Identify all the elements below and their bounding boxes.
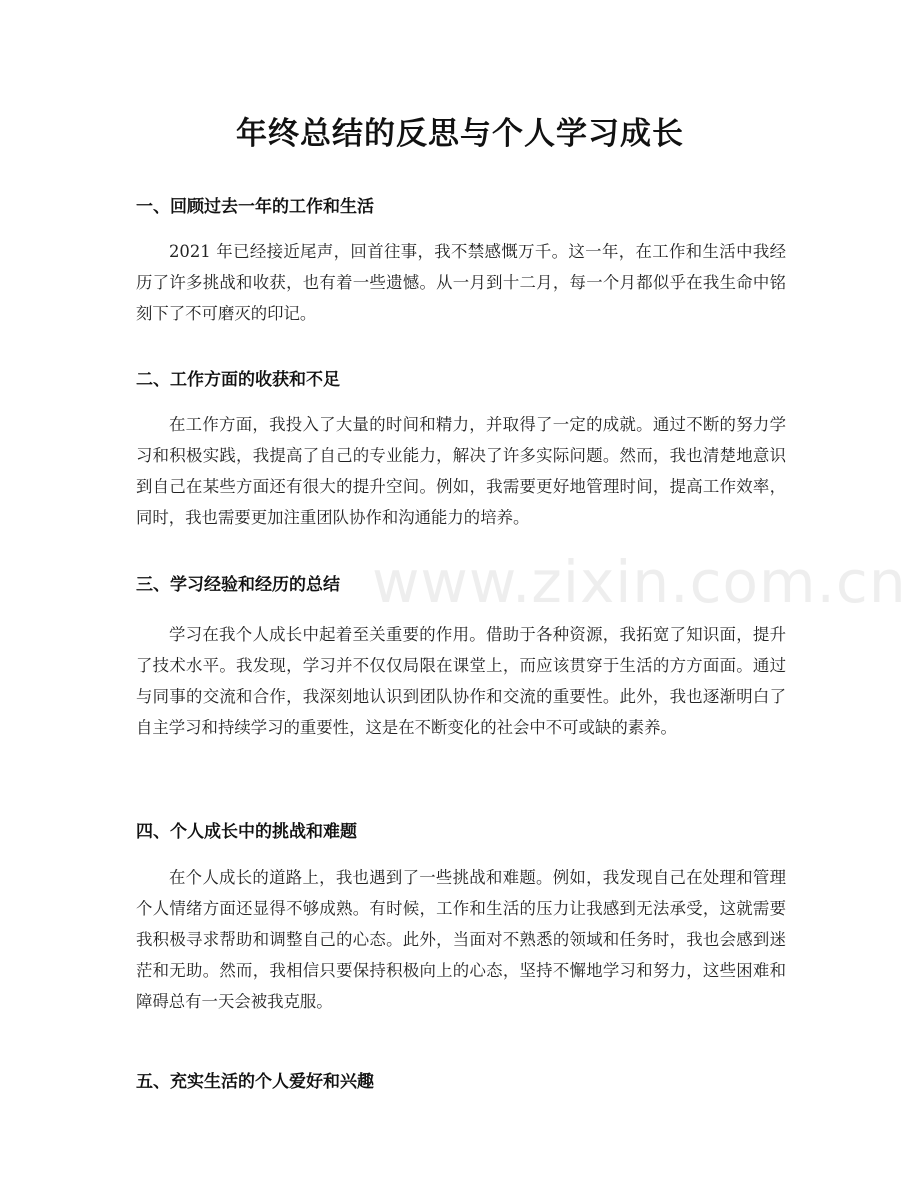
section-paragraph-1: 2021 年已经接近尾声，回首往事，我不禁感慨万千。这一年，在工作和生活中我经历了许多挑战和收获，也有着一些遗憾。从一月到十二月，每一个月都似乎在我生命中铭刻下了不可磨灭的印记。	[136, 242, 786, 323]
section-paragraph-4: 在个人成长的道路上，我也遇到了一些挑战和难题。例如，我发现自己在处理和管理个人情绪方面还显得不够成熟。有时候，工作和生活的压力让我感到无法承受，这就需要我积极寻求帮助和调整自己的心态。此外，当面对不熟悉的领域和任务时，我也会感到迷茫和无助。然而，我相信只要保持积极向上的心态，坚持不懈地学习和努力，这些困难和障碍总有一天会被我克服。	[136, 868, 786, 1011]
section-paragraph-3: 学习在我个人成长中起着至关重要的作用。借助于各种资源，我拓宽了知识面，提升了技术水平。我发现，学习并不仅仅局限在课堂上，而应该贯穿于生活的方方面面。通过与同事的交流和合作，我深刻地认识到团队协作和交流的重要性。此外，我也逐渐明白了自主学习和持续学习的重要性，这是在不断变化的社会中不可或缺的素养。	[136, 625, 786, 737]
section-heading-3: 三、学习经验和经历的总结	[136, 575, 340, 595]
page-title: 年终总结的反思与个人学习成长	[236, 116, 684, 152]
section-heading-2: 二、工作方面的收获和不足	[136, 370, 340, 390]
section-heading-1: 一、回顾过去一年的工作和生活	[136, 197, 374, 217]
section-heading-4: 四、个人成长中的挑战和难题	[136, 822, 357, 842]
watermark: www.zixin.com.cn	[372, 548, 907, 616]
section-heading-5: 五、充实生活的个人爱好和兴趣	[136, 1072, 374, 1092]
section-paragraph-2: 在工作方面，我投入了大量的时间和精力，并取得了一定的成就。通过不断的努力学习和积极实践，我提高了自己的专业能力，解决了许多实际问题。然而，我也清楚地意识到自己在某些方面还有很大的提升空间。例如，我需要更好地管理时间，提高工作效率，同时，我也需要更加注重团队协作和沟通能力的培养。	[136, 415, 786, 527]
